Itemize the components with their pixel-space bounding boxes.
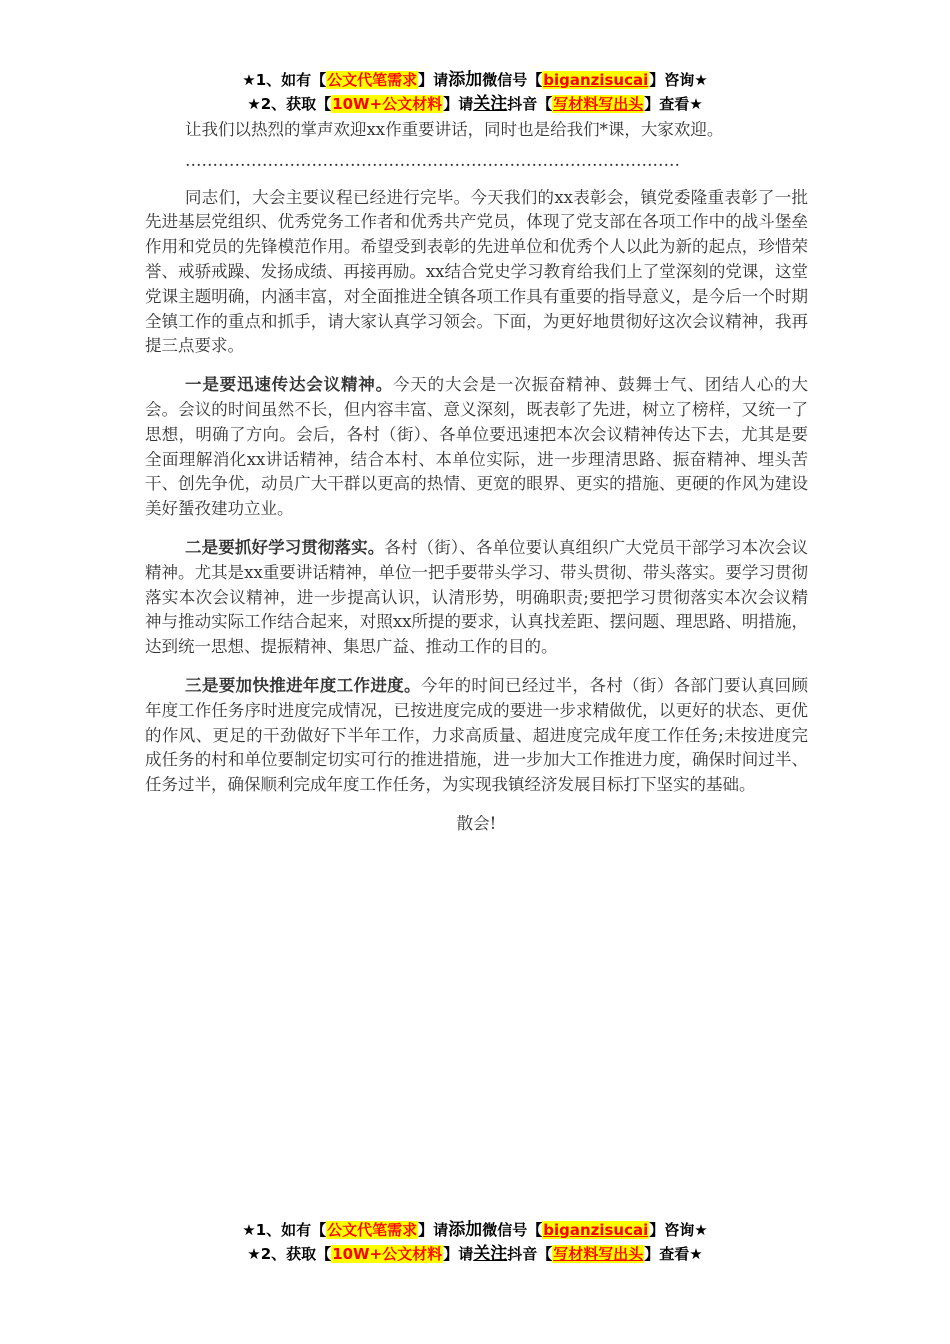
paragraph-requirement-3-heading: 三是要加快推进年度工作进度。 (185, 675, 421, 695)
paragraph-requirement-3-text: 今年的时间已经过半，各村（街）各部门要认真回顾年度工作任务序时进度完成情况，已按进度完成的要进一步求精做优，以更好的状态、更优的作风、更足的干劲做好下半年工作，力求高质量、超进度完成年度工作任务;未按进度完成任务的村和单位要制定切实可行的推进措施，进一步加大工作推进力度，确保时间过半、任务过半，确保顺利完成年度工作任务，为实现我镇经济发展目标打下坚实的基础。 (145, 675, 809, 795)
bottom-banner-line-2-prefix: ★2、获取【 (247, 1245, 332, 1263)
banner-line-1-highlight-service: 公文代笔需求 (327, 71, 418, 89)
banner-line-2-suffix: 】查看★ (644, 95, 703, 113)
paragraph-summary (145, 186, 808, 360)
banner-line-1-suffix: 】咨询★ (649, 71, 708, 89)
bottom-banner-line-2-douyin-account[interactable]: 写材料写出头 (553, 1245, 644, 1263)
dotted-separator: ……………………………………………………………………………… (185, 150, 680, 170)
bottom-banner-line-2-emphasis: 关注 (473, 1244, 508, 1264)
paragraph-requirement-1 (145, 373, 808, 522)
banner-line-2-douyin-account[interactable]: 写材料写出头 (553, 95, 644, 113)
paragraph-summary-text: 同志们，大会主要议程已经进行完毕。今天我们的xx表彰会，镇党委隆重表彰了一批先进基层党组织、优秀党务工作者和优秀共产党员，体现了党支部在各项工作中的战斗堡垒作用和党员的先锋模范作用。希望受到表彰的先进单位和优秀个人以此为新的起点，珍惜荣誉、戒骄戒躁、发扬成绩、再接再励。xx结合党史学习教育给我们上了堂深刻的党课，这堂党课主题明确，内涵丰富，对全面推进全镇各项工作具有重要的指导意义，是今后一个时期全镇工作的重点和抓手，请大家认真学习领会。下面，为更好地贯彻好这次会议精神，我再提三点要求。 (145, 187, 808, 356)
document-body (145, 118, 808, 837)
bottom-banner-line-1-emphasis: 添加 (448, 1220, 483, 1240)
banner-line-2-emphasis: 关注 (473, 94, 508, 114)
bottom-banner-line-2-highlight-materials: 10W+公文材料 (332, 1245, 443, 1263)
closing-line: 散会! (456, 813, 497, 833)
paragraph-requirement-3 (145, 674, 808, 798)
banner-line-1-prefix: ★1、如有【 (242, 71, 327, 89)
banner-line-1-wechat-id[interactable]: biganzisucai (543, 71, 649, 89)
bottom-banner-line-1-suffix: 】咨询★ (649, 1221, 708, 1239)
bottom-banner-line-1-mid-2: 微信号【 (482, 1221, 543, 1239)
bottom-banner-line-1-wechat-id[interactable]: biganzisucai (543, 1221, 649, 1239)
intro-line: 让我们以热烈的掌声欢迎xx作重要讲话，同时也是给我们*课，大家欢迎。 (185, 120, 724, 139)
bottom-banner-line-1-highlight-service: 公文代笔需求 (327, 1221, 418, 1239)
top-banner (0, 68, 950, 116)
banner-line-1 (0, 68, 950, 92)
paragraph-requirement-1-text: 今天的大会是一次振奋精神、鼓舞士气、团结人心的大会。会议的时间虽然不长，但内容丰富、意义深刻，既表彰了先进，树立了榜样，又统一了思想，明确了方向。会后，各村（街）、各单位要迅速把本次会议精神传达下去，尤其是要全面理解消化xx讲话精神，结合本村、本单位实际，进一步理清思路、振奋精神、埋头苦干、创先争优，动员广大干群以更高的热情、更宽的眼界、更实的措施、更硬的作风为建设美好蜑孜建功立业。 (145, 375, 809, 519)
banner-line-2-mid: 】请 (443, 95, 474, 113)
bottom-banner-line-1 (0, 1218, 950, 1242)
banner-line-1-emphasis: 添加 (448, 70, 483, 90)
bottom-banner-line-2-mid-2: 抖音【 (507, 1245, 553, 1263)
paragraph-requirement-2-heading: 二是要抓好学习贯彻落实。 (185, 537, 385, 557)
banner-line-1-mid-2: 微信号【 (482, 71, 543, 89)
bottom-banner-line-1-prefix: ★1、如有【 (242, 1221, 327, 1239)
banner-line-2-highlight-materials: 10W+公文材料 (332, 95, 443, 113)
paragraph-requirement-1-heading: 一是要迅速传达会议精神。 (185, 375, 393, 395)
banner-line-2 (0, 92, 950, 116)
bottom-banner-line-2 (0, 1242, 950, 1266)
bottom-banner-line-1-mid: 】请 (418, 1221, 449, 1239)
banner-line-1-mid: 】请 (418, 71, 449, 89)
paragraph-requirement-2 (145, 536, 808, 660)
bottom-banner (0, 1218, 950, 1266)
bottom-banner-line-2-suffix: 】查看★ (644, 1245, 703, 1263)
banner-line-2-mid-2: 抖音【 (507, 95, 553, 113)
banner-line-2-prefix: ★2、获取【 (247, 95, 332, 113)
bottom-banner-line-2-mid: 】请 (443, 1245, 474, 1263)
paragraph-requirement-2-text: 各村（街）、各单位要认真组织广大党员干部学习本次会议精神。尤其是xx重要讲话精神，单位一把手要带头学习、带头贯彻、带头落实。要学习贯彻落实本次会议精神，进一步提高认识，认清形势，明确职责;要把学习贯彻落实本次会议精神与推动实际工作结合起来，对照xx所提的要求，认真找差距、摆问题、理思路、明措施，达到统一思想、提振精神、集思广益、推动工作的目的。 (145, 537, 809, 657)
